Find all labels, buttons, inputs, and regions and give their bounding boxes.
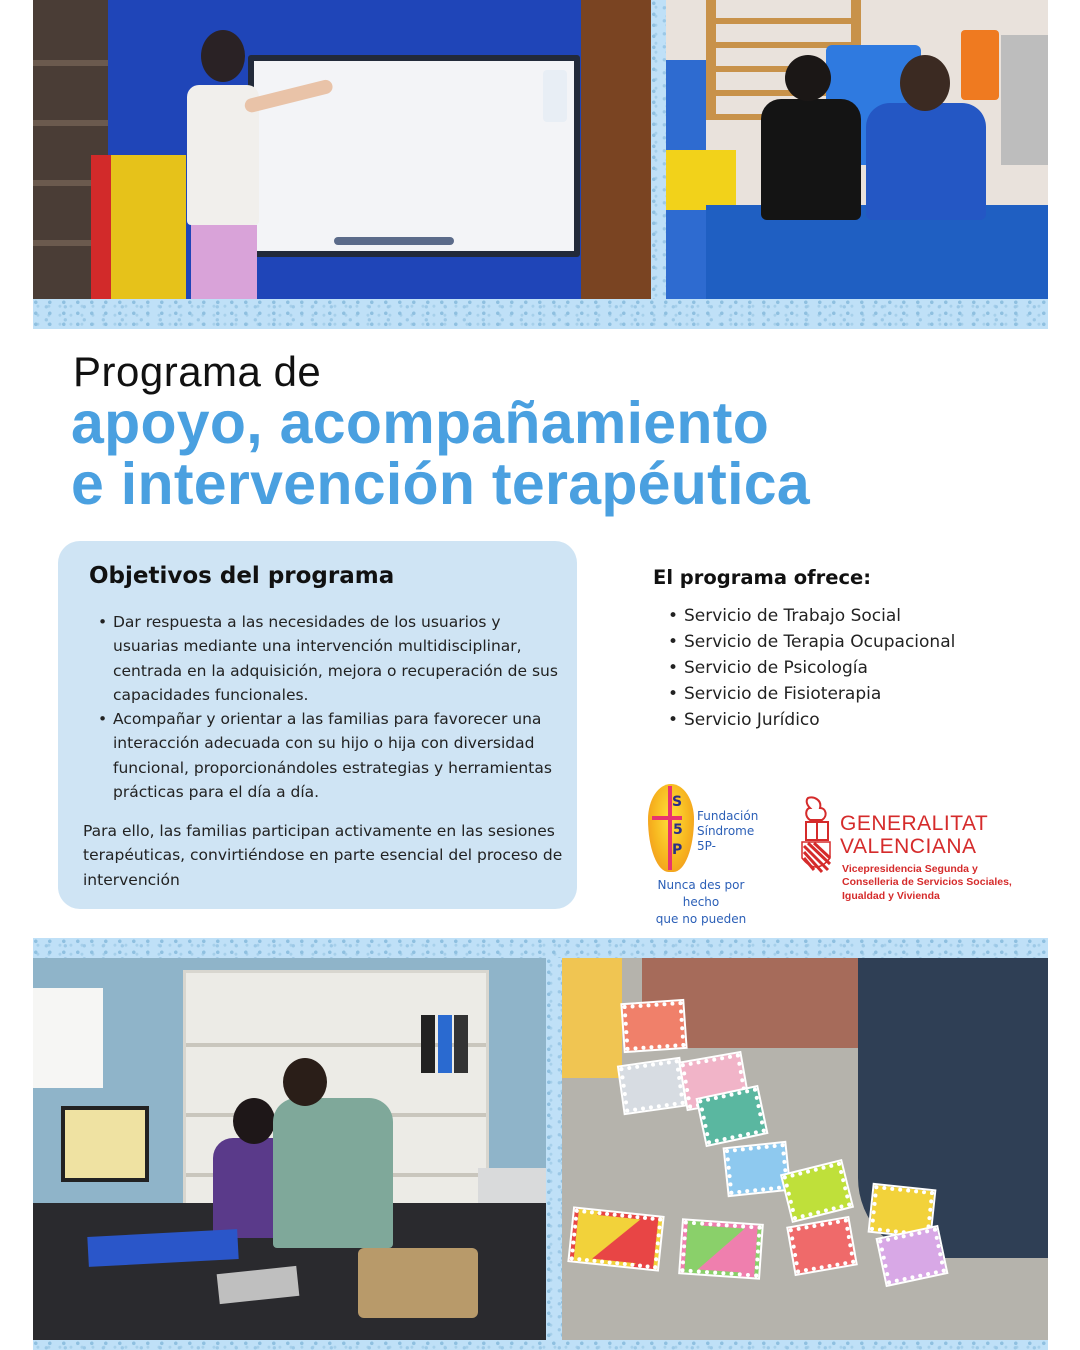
fundacion-slogan — [638, 877, 764, 928]
objetivos-box — [58, 541, 577, 909]
photo-gym-mats — [666, 0, 1048, 299]
service-item: • Servicio de Terapia Ocupacional — [668, 629, 955, 655]
service-item: • Servicio de Fisioterapia — [668, 681, 955, 707]
fundacion-name-line: 5P- — [697, 839, 716, 853]
service-item: • Servicio de Psicología — [668, 655, 955, 681]
logo-letter: S — [672, 794, 683, 810]
generalitat-name-line: GENERALITAT — [840, 812, 989, 835]
objetivo-item: • Dar respuesta a las necesidades de los usuarios y usuarias mediante una intervención multidisciplinar, centrada en la adquisición, mejora o recuperación de sus capacidades funcionales. — [98, 610, 558, 707]
person-girl — [183, 30, 263, 299]
person-man-green — [273, 1058, 393, 1248]
title-line-1: Programa de — [73, 348, 322, 395]
objetivo-item: • Acompañar y orientar a las familias para favorecer una interacción adecuada con su hijo o hija con diversidad funcional, proporcionándoles estrategias y herramientas prácticas para el día a día. — [98, 707, 558, 804]
ofrece-title: El programa ofrece: — [653, 566, 872, 589]
fundacion-name-line: Síndrome — [697, 824, 755, 838]
logo-letter: 5 — [673, 822, 683, 838]
decorative-band-bottom — [33, 1340, 1048, 1350]
slogan-line: Nunca des por hecho — [657, 878, 745, 909]
generalitat-crest-icon — [800, 796, 832, 874]
wooden-door — [581, 0, 651, 299]
objetivos-title: Objetivos del programa — [89, 563, 395, 589]
decorative-band-divider-top — [651, 0, 666, 299]
decorative-band-top — [33, 299, 1048, 329]
fundacion-name — [697, 809, 758, 854]
service-item: • Servicio de Trabajo Social — [668, 603, 955, 629]
foam-blocks — [91, 155, 186, 299]
objetivos-paragraph: Para ello, las familias participan activamente en las sesiones terapéuticas, convirtiéndose en parte esencial del proceso de intervención — [83, 822, 563, 889]
ofrece-list — [668, 603, 955, 733]
slogan-line: que no pueden — [655, 912, 747, 926]
department-line: Igualdad y Vivienda — [842, 889, 940, 902]
generalitat-name-line: VALENCIANA — [840, 835, 977, 858]
person-therapist — [866, 55, 986, 220]
symbol-card — [680, 1220, 761, 1277]
photo-whiteboard — [33, 0, 651, 299]
decorative-band-mid — [33, 938, 1048, 958]
department-line: Vicepresidencia Segunda y — [842, 863, 978, 875]
photo-office — [33, 958, 546, 1340]
person-boy — [761, 55, 861, 220]
interactive-whiteboard — [248, 55, 580, 257]
symbol-card — [622, 1001, 685, 1051]
cup — [562, 958, 622, 1078]
symbol-card — [725, 1143, 789, 1195]
basket — [358, 1248, 478, 1318]
wall-papers — [33, 988, 103, 1088]
service-item: • Servicio Jurídico — [668, 707, 955, 733]
department-line: Conselleria de Servicios Sociales, — [842, 876, 1012, 889]
photo-cards — [562, 958, 1048, 1340]
dispenser — [543, 70, 567, 122]
title-line-2: apoyo, acompañamiento — [71, 390, 770, 456]
generalitat-name — [840, 812, 988, 858]
symbol-card — [619, 1059, 685, 1113]
computer-monitor — [61, 1106, 149, 1182]
generalitat-department — [842, 863, 1012, 903]
title-line-3: e intervención terapéutica — [71, 451, 810, 517]
symbol-card — [782, 1161, 851, 1220]
fundacion-5p-logo-icon — [648, 784, 694, 872]
objetivos-list — [98, 610, 558, 804]
symbol-card — [570, 1209, 663, 1270]
fundacion-name-line: Fundación — [697, 809, 759, 823]
decorative-band-divider-bottom — [546, 958, 562, 1340]
logo-letter: P — [672, 842, 683, 858]
symbol-card — [788, 1218, 855, 1274]
